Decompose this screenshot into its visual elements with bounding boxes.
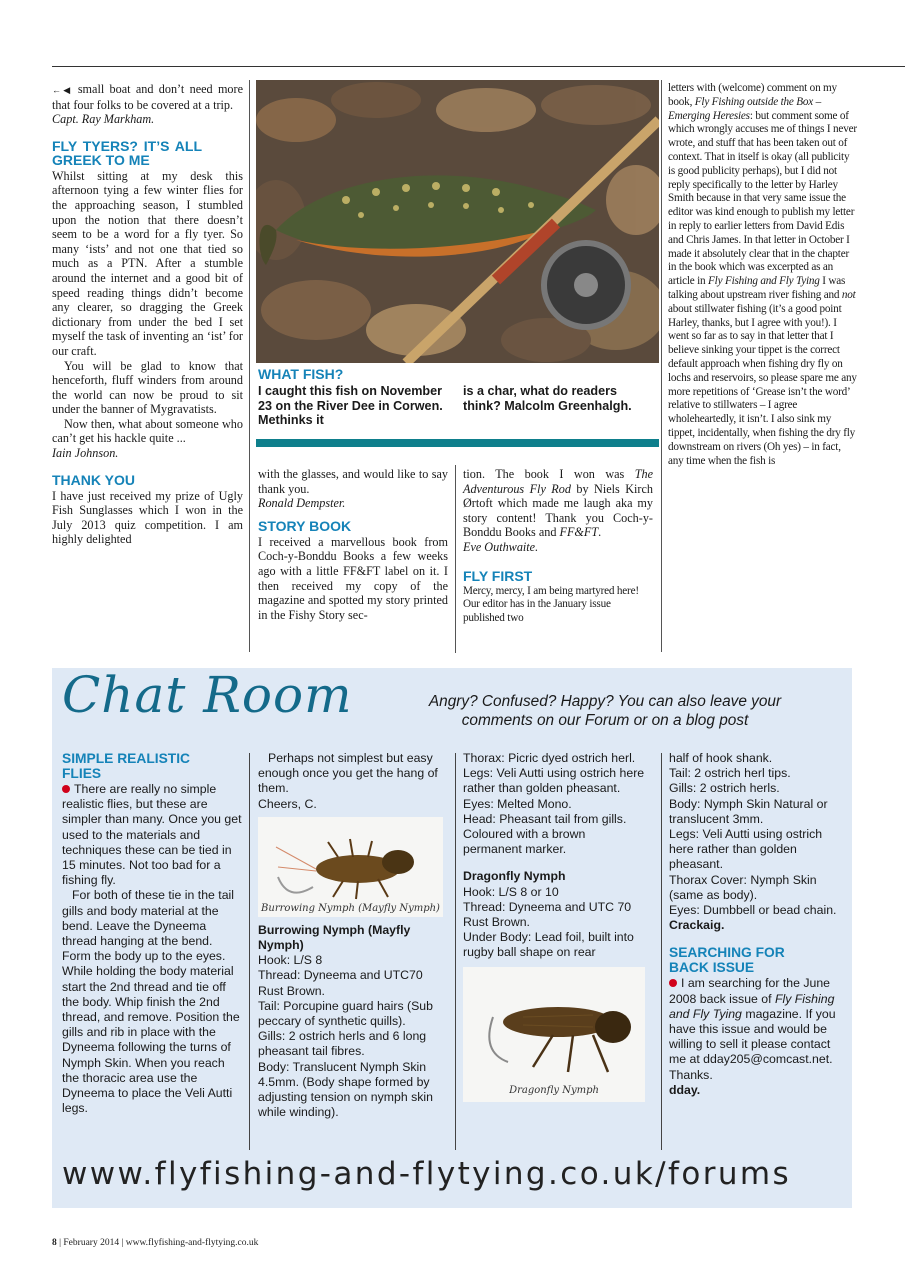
burrowing-nymph-photo (258, 817, 443, 917)
recipe-line: Thorax Cover: Nymph Skin (same as body). (669, 872, 817, 902)
column-divider (661, 753, 662, 1150)
photo-caption-right: is a char, what do readers think? Malcolm Greenhalgh. (463, 384, 632, 413)
caption-bar (256, 439, 659, 447)
recipe-line: Under Body: Lead foil, built into rugby ball shape on rear (463, 930, 634, 960)
letter-heading: FLY FIRST (463, 567, 533, 584)
book-title: Fly Fishing outside the Box – Emerging Heresies (668, 95, 822, 122)
recipe-line: Eyes: Melted Mono. (463, 796, 572, 811)
page-footer (52, 1238, 258, 1248)
chat-text: Cheers, C. (258, 796, 317, 811)
column-divider (455, 465, 456, 653)
letter-text: letters with (welcome) comment on my book, (668, 82, 837, 108)
letter-text: Mercy, mercy, I am being martyred here! Our editor has in the January issue published two (463, 584, 639, 625)
chat-heading: SEARCHING FOR BACK ISSUE (669, 945, 785, 976)
letters-column-3 (463, 467, 653, 626)
letter-text: I was talking about upstream river fishing and (668, 275, 846, 301)
recipe-line: Legs: Veli Autti using ostrich here rather than golden pheasant. (669, 827, 823, 872)
emphasis: not (841, 288, 856, 301)
letters-column-1 (52, 82, 243, 547)
dragonfly-nymph-photo (463, 967, 645, 1102)
bullet-icon (62, 785, 70, 793)
magazine-title: Fly Fishing and Fly Tying (708, 275, 820, 288)
letter-text: by Niels Kirch Ørtoft which made me laugh aka my story content! Thank you Coch-y-Bonddu Books and (463, 481, 653, 540)
letter-text: I have just received my prize of Ugly Fish Sunglasses which I won in the July 2013 quiz competition. I am highly delighted (52, 488, 243, 547)
recipe-line: Head: Pheasant tail from gills. Coloured with a brown permanent marker. (463, 811, 627, 857)
column-divider (661, 80, 662, 652)
chat-heading: SIMPLE REALISTIC FLIES (62, 751, 191, 781)
letter-text: I received a marvellous book from Coch-y-Bonddu Books a few weeks ago with a little FF&FT label on it. I then received my copy of the magazine and spotted my story printed in the Fishy Story sec- (258, 534, 448, 622)
column-divider (249, 80, 250, 652)
letter-heading: FLY TYERS? IT’S ALL GREEK TO ME (52, 137, 202, 168)
recipe-line: Eyes: Dumbbell or bead chain. (669, 903, 837, 918)
continued-arrow: ←◀ (52, 85, 73, 95)
chat-room-title: Chat Room (62, 666, 353, 724)
letter-signature: Ronald Dempster. (258, 496, 346, 511)
letter-heading: THANK YOU (52, 471, 135, 488)
fly-title: Dragonfly Nymph (463, 869, 566, 884)
chat-text: Perhaps not simplest but easy enough once you get the hang of them. (258, 751, 438, 796)
recipe-line: Tail: Porcupine guard hairs (Sub peccary of synthetic quills). (258, 998, 433, 1029)
recipe-line: Thread: Dyneema and UTC70 Rust Brown. (258, 968, 423, 998)
fish-photo-image (256, 80, 659, 363)
column-divider (249, 753, 250, 1150)
recipe-line: Thorax: Picric dyed ostrich herl. (463, 751, 636, 765)
chat-text: There are really no simple realistic flies, but these are simpler than many. Once you get used to the materials and techniques these can be tied in 15 minutes. Not too bad for a fishing fly. (62, 782, 242, 888)
letter-text: You will be glad to know that henceforth, fluff winders from around the world can now be proud to sit under the banner of Mygravatists. (52, 358, 243, 417)
letters-column-4 (668, 82, 858, 468)
letter-signature: Capt. Ray Markham. (52, 112, 155, 127)
chat-room-tagline: Angry? Confused? Happy? You can also leave your comments on our Forum or on a blog post (428, 693, 782, 729)
recipe-line: Legs: Veli Autti using ostrich here rather than golden pheasant. (463, 766, 645, 796)
photo-caption-heading: WHAT FISH? (258, 366, 344, 382)
chat-text: magazine. If you have this issue and would be willing to sell it please contact me at dday205@comcast.net. Thanks. (669, 1006, 836, 1082)
letter-text: . (598, 525, 602, 540)
chat-signature: Crackaig. (669, 918, 725, 933)
top-rule (52, 66, 905, 67)
dragonfly-nymph-image (463, 967, 645, 1102)
letter-signature: Eve Outhwaite. (463, 539, 539, 554)
letters-column-2 (258, 467, 448, 622)
letter-signature: Iain Johnson. (52, 446, 119, 461)
recipe-line: Body: Translucent Nymph Skin 4.5mm. (Body shape formed by adjusting tension on nymph skin while winding). (258, 1059, 433, 1120)
chat-text: I am searching for the June 2008 back issue of (669, 976, 831, 1006)
recipe-line: Gills: 2 ostrich herls and 6 long pheasant tail fibres. (258, 1029, 427, 1059)
chat-signature: dday. (669, 1082, 701, 1097)
magazine-title: Fly Fishing and Fly Tying (669, 991, 835, 1021)
footer-text: | February 2014 | www.flyfishing-and-flytying.co.uk (56, 1238, 259, 1248)
recipe-line: Tail: 2 ostrich herl tips. (669, 766, 791, 781)
recipe-line: Hook: L/S 8 or 10 (463, 884, 559, 899)
chat-column-1 (62, 751, 242, 1116)
recipe-line: Hook: L/S 8 (258, 953, 323, 968)
book-title: The Adventurous Fly Rod (463, 467, 653, 496)
chat-column-4 (669, 751, 849, 1098)
chat-column-2 (258, 751, 443, 1120)
letter-text: small boat and don’t need more that four folks to be covered at a trip. (52, 82, 243, 112)
fish-photo (256, 80, 659, 363)
image-caption: Dragonfly Nymph (509, 1084, 599, 1096)
letter-text: tion. The book I won was (463, 467, 635, 481)
bullet-icon (669, 979, 677, 987)
fly-title: Burrowing Nymph (Mayfly Nymph) (258, 922, 411, 953)
recipe-line: Thread: Dyneema and UTC 70 Rust Brown. (463, 899, 632, 930)
magazine-abbrev: FF&FT (559, 525, 599, 540)
column-divider (455, 753, 456, 1150)
photo-caption (258, 366, 659, 382)
chat-text: For both of these tie in the tail gills and body material at the bend. Leave the Dyneema thread hanging at the bend. Form the body up to the eyes. While holding the body material start the 2nd thread and tie off the body. Whip finish the 2nd thread, and remove. Position the gills and rib in place with the Dyneema following the turns of Nymph Skin. When you reach the thoracic area use the Dyneema to place the Veli Autti legs. (62, 888, 240, 1116)
letter-text: Now then, what about someone who can’t get his hackle quite ... (52, 416, 243, 446)
image-caption: Burrowing Nymph (Mayfly Nymph) (261, 902, 440, 914)
letter-text: with the glasses, and would like to say thank you. (258, 467, 448, 496)
letter-text: Whilst sitting at my desk this afternoon tying a few winter flies for the approaching season, I stumbled upon the notion that there doesn’t seem to be a word for a fly tyer. So many ‘ists’ and not one that tied so much as a PTN. After a stumble around the internet and a good bit of speed reading things didn’t become any clearer, so dragging the Greek dictionary from under the bed I set myself the task of inventing an ‘ist’ for our craft. (52, 168, 243, 358)
letter-text: : but comment some of which wrongly accuses me of things I never wrote, and stuff that has been taken out of context. That in itself is okay (all publicity is good publicity perhaps), but I did not reply specifically to the letter by Harley Smith because in that very same issue the editor was kind enough to publish my letter in reply to earlier letters from David Edis and Chris James. In that letter in October I made it absolutely clear that in the chapter in the book which was excerpted as an article in (668, 109, 857, 288)
recipe-line: Body: Nymph Skin Natural or translucent 3mm. (669, 796, 828, 826)
page-number: 8 (52, 1238, 57, 1248)
letter-text: about stillwater fishing (it’s a good point Harley, thanks, but I agree with you!). I went so far as to say in that letter that I believe sinking your tippet is the correct default approach when fishing dry fly on lochs and reservoirs, so please spare me any more repetitions of ‘Grease isn’t the word’ relative to stillwaters – I agree wholeheartedly, it isn’t. I also sink my tippet, incidentally, when fishing the dry fly downstream on rivers (Oh yes) – in fact, any time when the fish is (668, 302, 857, 467)
photo-caption-left: I caught this fish on November 23 on the River Dee in Corwen. Methinks it (258, 384, 443, 427)
recipe-line: half of hook shank. (669, 751, 773, 765)
letter-heading: STORY BOOK (258, 517, 352, 534)
recipe-line: Gills: 2 ostrich herls. (669, 781, 780, 796)
chat-column-3 (463, 751, 645, 1102)
forum-url[interactable]: www.flyfishing-and-flytying.co.uk/forums (62, 1156, 792, 1192)
